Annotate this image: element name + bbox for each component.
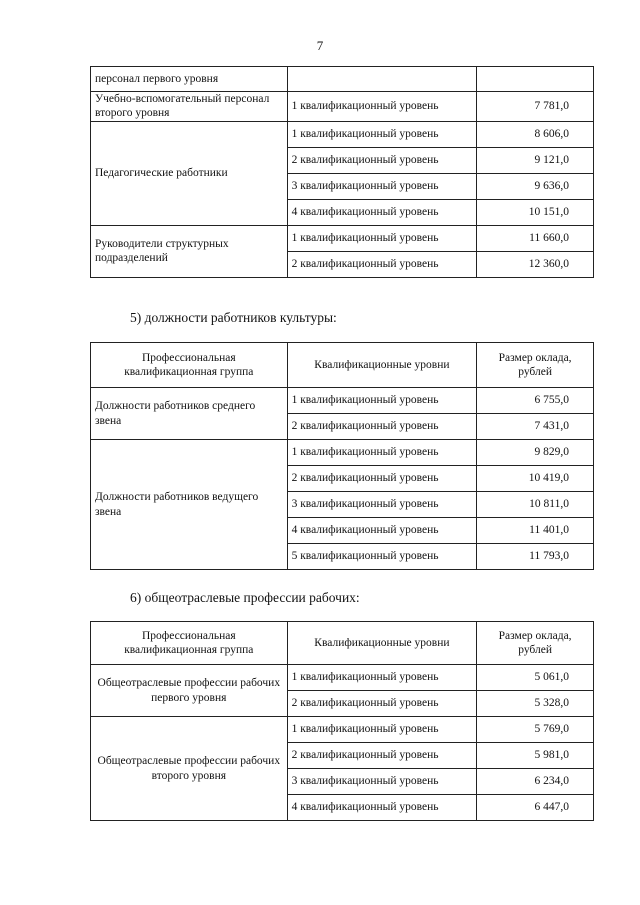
- salary-cell: 10 419,0: [477, 466, 594, 492]
- section-6-heading: 6) общеотраслевые профессии рабочих:: [130, 590, 360, 605]
- salary-cell: [477, 67, 594, 92]
- salary-cell: 6 755,0: [477, 388, 594, 414]
- salary-cell: 10 151,0: [477, 199, 594, 225]
- qualification-level-cell: 2 квалификационный уровень: [287, 466, 477, 492]
- header-salary: Размер оклада, рублей: [477, 622, 594, 665]
- salary-cell: 5 061,0: [477, 665, 594, 691]
- header-group: Профессиональная квалификационная группа: [91, 622, 288, 665]
- salary-cell: 11 660,0: [477, 225, 594, 251]
- qualification-level-cell: 1 квалификационный уровень: [287, 225, 477, 251]
- qualification-group-cell: Общеотраслевые профессии рабочих второго уровня: [91, 717, 288, 821]
- salary-cell: 11 793,0: [477, 544, 594, 570]
- qualification-level-cell: 1 квалификационный уровень: [287, 717, 477, 743]
- qualification-level-cell: 2 квалификационный уровень: [287, 691, 477, 717]
- table-row: [91, 92, 594, 122]
- qualification-group-cell: Учебно-вспомогательный персонал второго уровня: [91, 92, 288, 122]
- qualification-level-cell: 3 квалификационный уровень: [287, 769, 477, 795]
- salary-table-continued: [90, 66, 594, 278]
- section-5-heading: 5) должности работников культуры:: [130, 310, 337, 325]
- qualification-group-cell: Общеотраслевые профессии рабочих первого уровня: [91, 665, 288, 717]
- header-salary: Размер оклада, рублей: [477, 343, 594, 388]
- table-row: [91, 440, 594, 466]
- qualification-group-cell: персонал первого уровня: [91, 67, 288, 92]
- salary-cell: 7 781,0: [477, 92, 594, 122]
- salary-cell: 9 636,0: [477, 173, 594, 199]
- salary-cell: 10 811,0: [477, 492, 594, 518]
- qualification-level-cell: 3 квалификационный уровень: [287, 173, 477, 199]
- table-row: [91, 665, 594, 691]
- qualification-group-cell: Должности работников ведущего звена: [91, 440, 288, 570]
- page-number: 7: [316, 38, 324, 53]
- salary-cell: 11 401,0: [477, 518, 594, 544]
- qualification-level-cell: 3 квалификационный уровень: [287, 492, 477, 518]
- salary-cell: 6 447,0: [477, 795, 594, 821]
- header-levels: Квалификационные уровни: [287, 622, 477, 665]
- qualification-group-cell: Должности работников среднего звена: [91, 388, 288, 440]
- qualification-level-cell: 4 квалификационный уровень: [287, 518, 477, 544]
- table-row: [91, 388, 594, 414]
- qualification-group-cell: Руководители структурных подразделений: [91, 225, 288, 277]
- qualification-level-cell: 4 квалификационный уровень: [287, 199, 477, 225]
- qualification-level-cell: 1 квалификационный уровень: [287, 388, 477, 414]
- qualification-level-cell: 2 квалификационный уровень: [287, 251, 477, 277]
- qualification-level-cell: 1 квалификационный уровень: [287, 92, 477, 122]
- qualification-group-cell: Педагогические работники: [91, 121, 288, 225]
- salary-cell: 6 234,0: [477, 769, 594, 795]
- qualification-level-cell: 2 квалификационный уровень: [287, 147, 477, 173]
- qualification-level-cell: 2 квалификационный уровень: [287, 414, 477, 440]
- qualification-level-cell: 2 квалификационный уровень: [287, 743, 477, 769]
- table-row: [91, 121, 594, 147]
- qualification-level-cell: 1 квалификационный уровень: [287, 665, 477, 691]
- culture-workers-salary-table: [90, 342, 594, 570]
- salary-cell: 5 328,0: [477, 691, 594, 717]
- qualification-level-cell: 1 квалификационный уровень: [287, 121, 477, 147]
- salary-cell: 8 606,0: [477, 121, 594, 147]
- salary-cell: 7 431,0: [477, 414, 594, 440]
- header-levels: Квалификационные уровни: [287, 343, 477, 388]
- general-workers-salary-table: [90, 621, 594, 821]
- qualification-level-cell: 1 квалификационный уровень: [287, 440, 477, 466]
- header-group: Профессиональная квалификационная группа: [91, 343, 288, 388]
- table-row: [91, 67, 594, 92]
- salary-cell: 12 360,0: [477, 251, 594, 277]
- table-row: [91, 225, 594, 251]
- salary-cell: 5 769,0: [477, 717, 594, 743]
- qualification-level-cell: 4 квалификационный уровень: [287, 795, 477, 821]
- salary-cell: 9 829,0: [477, 440, 594, 466]
- qualification-level-cell: 5 квалификационный уровень: [287, 544, 477, 570]
- qualification-level-cell: [287, 67, 477, 92]
- salary-cell: 9 121,0: [477, 147, 594, 173]
- table-row: [91, 717, 594, 743]
- salary-cell: 5 981,0: [477, 743, 594, 769]
